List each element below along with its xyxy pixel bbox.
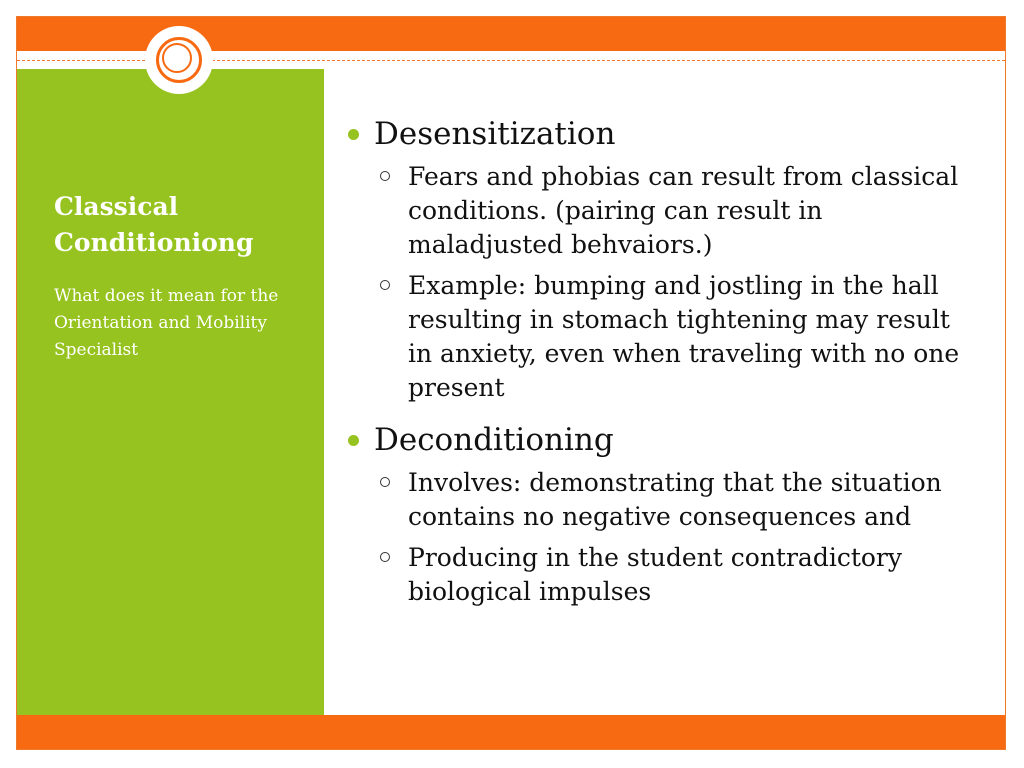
hollow-bullet-icon — [380, 280, 390, 290]
bullet-dot-icon — [348, 435, 359, 446]
sub-bullet-text: Producing in the student contradictory biological impulses — [408, 543, 903, 606]
sub-bullet — [345, 269, 975, 405]
slide-subtitle: What does it mean for the Orientation and Mobility Specialist — [54, 286, 279, 360]
bullet-content — [345, 114, 975, 616]
sub-bullet — [345, 466, 975, 534]
hollow-bullet-icon — [380, 171, 390, 181]
ring-inner — [162, 43, 192, 73]
sub-bullet — [345, 160, 975, 262]
circle-badge-icon — [145, 26, 213, 94]
hollow-bullet-icon — [380, 552, 390, 562]
ring-outer — [156, 37, 202, 83]
sub-bullet-text: Fears and phobias can result from classical conditions. (pairing can result in maladjusted behvaiors.) — [408, 162, 959, 259]
bullet-dot-icon — [348, 129, 359, 140]
sub-bullet-text: Example: bumping and jostling in the hall resulting in stomach tightening may result in anxiety, even when traveling with no one present — [408, 271, 960, 402]
slide-title-line2: Conditioniong — [54, 228, 254, 257]
sidebar-panel — [17, 69, 324, 717]
bullet-heading: Desensitization — [374, 116, 616, 152]
sub-bullet-text: Involves: demonstrating that the situation contains no negative consequences and — [408, 468, 942, 531]
bottom-orange-band — [17, 715, 1005, 749]
sub-bullet — [345, 541, 975, 609]
bullet-desensitization — [345, 114, 975, 154]
bullet-deconditioning — [345, 420, 975, 460]
slide-title — [54, 189, 314, 261]
slide-title-line1: Classical — [54, 192, 179, 221]
hollow-bullet-icon — [380, 477, 390, 487]
bullet-heading: Deconditioning — [374, 422, 614, 458]
